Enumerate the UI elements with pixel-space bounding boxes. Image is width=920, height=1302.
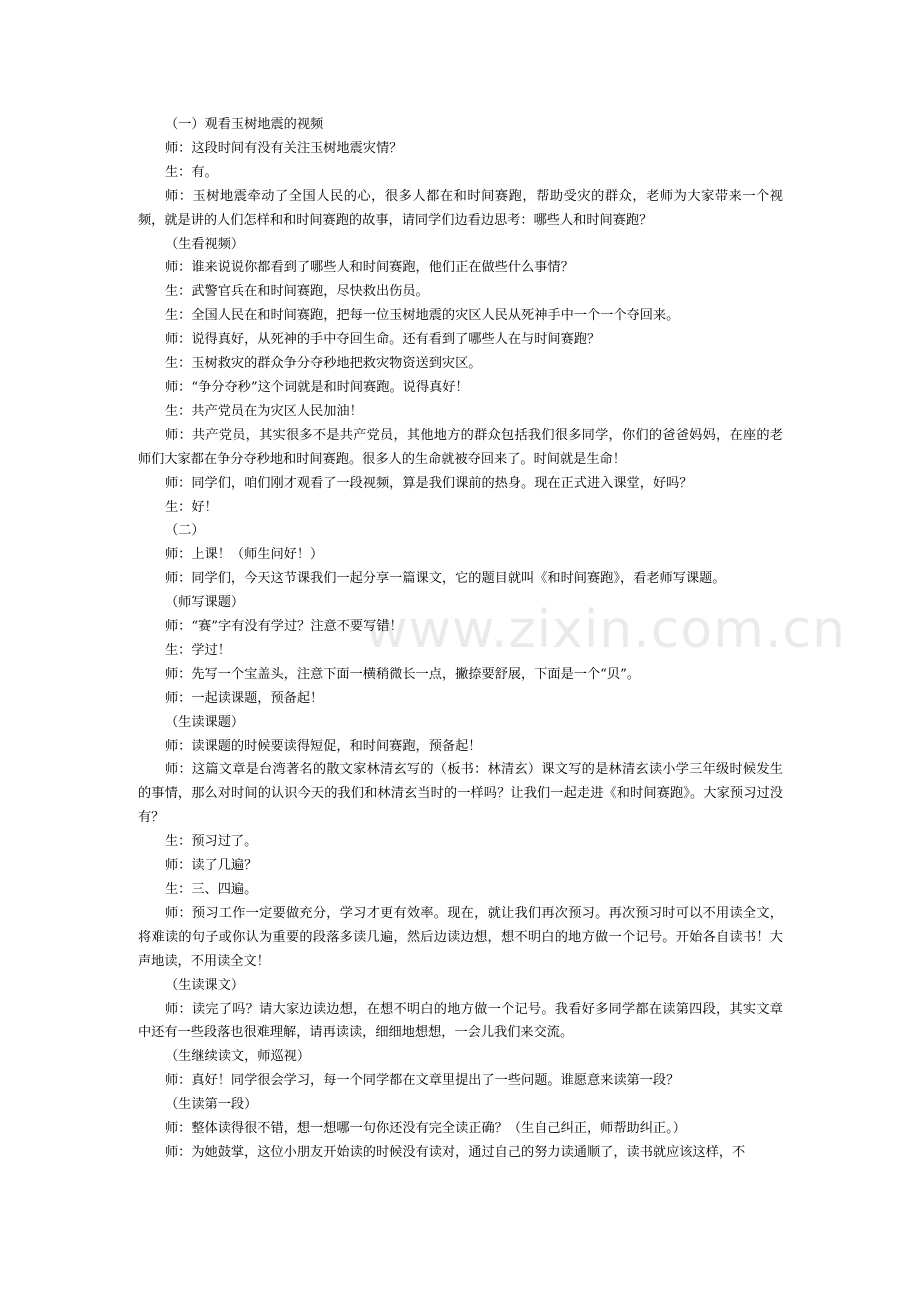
paragraph: 师：这篇文章是台湾著名的散文家林清玄写的（板书：林清玄）课文写的是林清玄读小学三年级时候发生的事情，那么对时间的认识今天的我们和林清玄当时的一样吗？让我们一起走进《和时间赛跑》。大家预习过没有？ (138, 762, 783, 826)
paragraph: （生读课文） (165, 977, 245, 993)
paragraph: 师：这段时间有没有关注玉树地震灾情？ (165, 140, 403, 156)
paragraph: 师：上课！（师生问好！） (165, 547, 324, 563)
paragraph: （生读课题） (165, 714, 245, 730)
paragraph: 师：先写一个宝盖头，注意下面一横稍微长一点，撇捺要舒展，下面是一个“贝”。 (165, 666, 641, 682)
paragraph: 生：全国人民在和时间赛跑，把每一位玉树地震的灾区人民从死神手中一个一个夺回来。 (165, 308, 680, 324)
paragraph: 生：武警官兵在和时间赛跑，尽快救出伤员。 (165, 284, 429, 300)
paragraph: （生看视频） (165, 236, 245, 252)
paragraph: 师：共产党员，其实很多不是共产党员，其他地方的群众包括我们很多同学，你们的爸爸妈妈，在座的老师们大家都在争分夺秒地和时间赛跑。很多人的生命就被夺回来了。时间就是生命！ (138, 427, 783, 467)
paragraph: 师：“赛”字有没有学过？注意不要写错！ (165, 619, 403, 635)
paragraph: 生：玉树救灾的群众争分夺秒地把救灾物资送到灾区。 (165, 356, 482, 372)
paragraph: （二） (165, 523, 205, 539)
paragraph: 师：读课题的时候要读得短促，和时间赛跑，预备起！ (165, 738, 482, 754)
paragraph: 师：一起读课题，预备起！ (165, 690, 324, 706)
paragraph: 师：为她鼓掌，这位小朋友开始读的时候没有读对，通过自己的努力读通顺了，读书就应该这样，不 (165, 1144, 746, 1160)
paragraph: （一）观看玉树地震的视频 (165, 117, 324, 132)
paragraph: 师：整体读得很不错，想一想哪一句你还没有完全读正确？（生自己纠正，师帮助纠正。） (165, 1121, 686, 1137)
document-body (138, 113, 783, 1165)
paragraph: （师写课题） (165, 595, 245, 611)
paragraph: 师：同学们，咱们刚才观看了一段视频，算是我们课前的热身。现在正式进入课堂，好吗？ (165, 475, 693, 491)
paragraph: 生：预习过了。 (165, 834, 258, 850)
paragraph: 师：读完了吗？请大家边读边想，在想不明白的地方做一个记号。我看好多同学都在读第四段，其实文章中还有一些段落也很难理解，请再读读，细细地想想，一会儿我们来交流。 (138, 1001, 783, 1041)
paragraph: 师：预习工作一定要做充分，学习才更有效率。现在，就让我们再次预习。再次预习时可以不用读全文，将难读的句子或你认为重要的段落多读几遍，然后边读边想，想不明白的地方做一个记号。开始各自读书！大声地读，不用读全文！ (138, 905, 783, 969)
paragraph: 师：说得真好，从死神的手中夺回生命。还有看到了哪些人在与时间赛跑？ (165, 332, 601, 348)
paragraph: 师：读了几遍？ (165, 858, 258, 874)
paragraph: 生：共产党员在为灾区人民加油！ (165, 403, 363, 419)
paragraph: 师：“争分夺秒”这个词就是和时间赛跑。说得真好！ (165, 379, 469, 395)
watermark: www.zixin.com.cn (365, 600, 846, 660)
paragraph: 生：三、四遍。 (165, 882, 258, 897)
paragraph: 师：玉树地震牵动了全国人民的心，很多人都在和时间赛跑，帮助受灾的群众，老师为大家带来一个视频，就是讲的人们怎样和和时间赛跑的故事，请同学们边看边思考：哪些人和时间赛跑？ (138, 188, 783, 228)
paragraph: 生：有。 (165, 164, 218, 180)
paragraph: 生：学过！ (165, 642, 231, 658)
paragraph: 师：同学们，今天这节课我们一起分享一篇课文，它的题目就叫《和时间赛跑》，看老师写课题。 (165, 571, 726, 587)
paragraph: （生读第一段） (165, 1097, 258, 1113)
paragraph: （生继续读文，师巡视） (165, 1049, 311, 1065)
paragraph: 师：谁来说说你都看到了哪些人和时间赛跑，他们正在做些什么事情？ (165, 260, 574, 276)
paragraph: 生：好！ (165, 499, 218, 515)
paragraph: 师：真好！同学很会学习，每一个同学都在文章里提出了一些问题。谁愿意来读第一段？ (165, 1073, 680, 1089)
